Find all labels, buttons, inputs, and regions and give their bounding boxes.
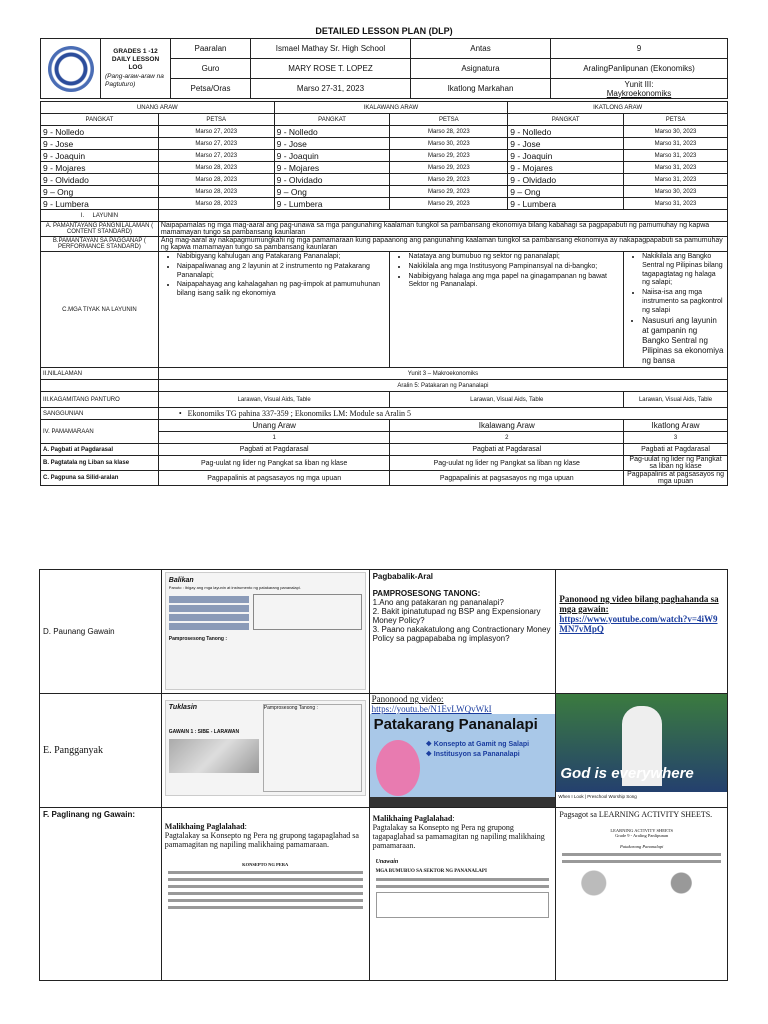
- petsa-header: PETSA: [624, 114, 728, 126]
- section-name: 9 - Lumbera: [41, 198, 159, 210]
- schedule-row: [41, 138, 728, 150]
- procedure-value: Pagbati at Pagdarasal: [158, 444, 390, 456]
- section-date: Marso 31, 2023: [624, 138, 728, 150]
- patakaran-video-cell: Panonood ng video: https://youtu.be/N1EvLWQvWkI Patakarang Pananalapi ❖ Konsepto at Gamit ng Salapi ❖ Institusyon sa Pananalapi: [369, 694, 556, 808]
- section-name: 9 - Mojares: [41, 162, 159, 174]
- guro-label: Guro: [171, 59, 251, 79]
- objective-item: • Nakikilala ang Bangko Sentral ng Pilipinas bilang tagapagtatag ng halaga ng salapi;: [642, 253, 725, 288]
- deped-seal-icon: [41, 39, 101, 99]
- yunit-text: Yunit 3 – Makroekonomiks: [158, 368, 727, 380]
- section-date: Marso 27, 2023: [158, 138, 274, 150]
- youtube-link-1[interactable]: https://www.youtube.com/watch?v=4iW9MN7vMpQ: [559, 614, 718, 634]
- worship-video-cell: God is everywhere When I Look | Preschool Worship Song: [556, 694, 728, 808]
- sanggunian-text: • Ekonomiks TG pahina 337-359 ; Ekonomiks LM: Module sa Aralin 5: [158, 408, 727, 420]
- section-name: 9 - Olvidado: [508, 174, 624, 186]
- objective-item: • Nabibigyang kahulugan ang Patakarang Pananalapi;: [177, 253, 388, 262]
- section-date: Marso 30, 2023: [624, 126, 728, 138]
- paglinang-label: F. Paglinang ng Gawain:: [40, 808, 162, 981]
- balik-aral-cell: Pagbabalik-Aral PAMPROSESONG TANONG: 1.Ano ang patakaran ng pananalapi? 2. Bakit ipinatutupad ng BSP ang Expensionary Money Policy? 3. Paano nakakatulong ang Contractionary Money Policy sa pagpapababa ng implasyon?: [369, 570, 556, 694]
- header-table: [40, 38, 728, 99]
- objectives-day1: [158, 252, 390, 368]
- section-name: 9 - Joaquin: [274, 150, 390, 162]
- performance-standard-label: B.PAMANTAYAN SA PAGGANAP ( PERFORMANCE STANDARD): [41, 237, 159, 252]
- section-date: Marso 28, 2023: [158, 198, 274, 210]
- section-name: 9 - Jose: [508, 138, 624, 150]
- day-number: 1: [158, 432, 390, 444]
- procedure-value: Pag-uulat ng lider ng Pangkat sa liban ng klase: [390, 456, 624, 471]
- yunit: Yunit III: Maykroekonomiks: [551, 79, 728, 99]
- section-name: 9 - Lumbera: [508, 198, 624, 210]
- section-name: 9 - Jose: [274, 138, 390, 150]
- day2-header: IKALAWANG ARAW: [274, 102, 508, 114]
- section-name: 9 - Jose: [41, 138, 159, 150]
- section-date: Marso 30, 2023: [624, 186, 728, 198]
- asignatura-value: AralingPanlipunan (Ekonomiks): [551, 59, 728, 79]
- grade-cell: GRADES 1 -12 DAILY LESSON LOG (Pang-araw-araw na Pagtuturo): [101, 39, 171, 99]
- schedule-row: [41, 150, 728, 162]
- section-date: Marso 29, 2023: [390, 198, 508, 210]
- procedure-value: Pagbati at Pagdarasal: [624, 444, 728, 456]
- pangkat-header: PANGKAT: [508, 114, 624, 126]
- section-date: Marso 29, 2023: [390, 186, 508, 198]
- procedure-row: [41, 444, 728, 456]
- activities-table: [39, 569, 728, 981]
- paaralan-label: Paaralan: [171, 39, 251, 59]
- nilalaman-label: II.NILALAMAN: [41, 368, 159, 380]
- lesson-table: [40, 101, 728, 486]
- pangkat-header: PANGKAT: [274, 114, 390, 126]
- section-name: 9 - Nolledo: [41, 126, 159, 138]
- schedule-row: [41, 186, 728, 198]
- worship-video-thumbnail[interactable]: God is everywhere: [556, 694, 727, 792]
- procedure-label: B. Pagtatala ng Liban sa klase: [41, 456, 159, 471]
- section-date: Marso 28, 2023: [390, 126, 508, 138]
- kagamitan-day1: Larawan, Visual Aids, Table: [158, 392, 390, 408]
- section-date: Marso 29, 2023: [390, 150, 508, 162]
- las-cell: Pagsagot sa LEARNING ACTIVITY SHEETS. LEARNING ACTIVITY SHEETS Grade 9 - Araling Panlipunan Patakarang Pananalapi: [556, 808, 728, 981]
- section-name: 9 - Nolledo: [508, 126, 624, 138]
- section-date: Marso 31, 2023: [624, 174, 728, 186]
- procedure-value: Pagpapalinis at pagsasayos ng mga upuan: [390, 471, 624, 486]
- procedure-value: Pagbati at Pagdarasal: [390, 444, 624, 456]
- petsa-value: Marso 27-31, 2023: [251, 79, 411, 99]
- antas-label: Antas: [411, 39, 551, 59]
- section-name: 9 - Lumbera: [274, 198, 390, 210]
- section-date: Marso 28, 2023: [158, 186, 274, 198]
- markahan: Ikatlong Markahan: [411, 79, 551, 99]
- kagamitan-label: III.KAGAMITANG PANTURO: [41, 392, 159, 408]
- procedure-row: [41, 471, 728, 486]
- page-title: DETAILED LESSON PLAN (DLP): [315, 26, 453, 36]
- section-date: Marso 31, 2023: [624, 162, 728, 174]
- pangkat-header: PANGKAT: [41, 114, 159, 126]
- section-date: Marso 28, 2023: [158, 162, 274, 174]
- objective-item: • Nakikilala ang mga Institusyong Pampinansyal na di-bangko;: [408, 263, 621, 272]
- section-name: 9 – Ong: [274, 186, 390, 198]
- section-date: Marso 28, 2023: [158, 174, 274, 186]
- section-name: 9 - Joaquin: [508, 150, 624, 162]
- section-date: Marso 27, 2023: [158, 126, 274, 138]
- performance-standard-text: Ang mag-aaral ay nakapagmumungkahi ng mga pamamaraan kung papaanong ang pangunahing kaalaman tungkol sa pambansang ekonomiya ay nakapagpapabuti sa pamumuhay ng kapwa mamamayan tungo sa pambansang kaunlaran: [158, 237, 727, 252]
- day1-header: UNANG ARAW: [41, 102, 275, 114]
- procedure-value: Pagpapalinis at pagsasayos ng mga upuan: [624, 471, 728, 486]
- objective-item: • Naiisa-isa ang mga instrumento sa pagkontrol ng salapi: [642, 289, 725, 315]
- procedure-value: Pag-uulat ng lider ng Pangkat sa liban ng klase: [158, 456, 390, 471]
- procedure-row: [41, 456, 728, 471]
- objectives-day3: • Nakikilala ang Bangko Sentral ng Pilipinas bilang tagapagtatag ng halaga ng salapi; • Naiisa-isa ang mga instrumento sa pagkontrol ng salapi • Nasusuri ang layunin at gampanin ng Bangko Sentral ng Pilipinas sa ekonomiya ng bansa: [624, 252, 728, 368]
- malikhaing-cell-1: Malikhaing Paglalahad: Pagtalakay sa Konsepto ng Pera ng grupong tagapaglahad sa pamamagitan ng napiling malikhaing pamamaraan. KONSEPTO NG PERA: [161, 808, 369, 981]
- day-number: 3: [624, 432, 728, 444]
- section-date: Marso 31, 2023: [624, 150, 728, 162]
- kagamitan-day3: Larawan, Visual Aids, Table: [624, 392, 728, 408]
- sanggunian-label: SANGGUNIAN: [41, 408, 159, 420]
- malikhaing-cell-2: Malikhaing Paglalahad: Pagtalakay sa Konsepto ng Pera ng grupong tagapaglahad sa pamamagitan ng napiling malikhaing pamamaraan. Unawain MGA BUMUBUO SA SEKTOR NG PANANALAPI: [369, 808, 556, 981]
- layunin-heading: I. LAYUNIN: [41, 210, 159, 222]
- section-name: 9 - Olvidado: [274, 174, 390, 186]
- pamamaraan-day1: Unang Araw: [158, 420, 390, 432]
- content-standard-text: Naipapamalas ng mga mag-aaral ang pag-unawa sa mga pangunahing kaalaman tungkol sa pambansang ekonomiya bilang kabahagi sa pagpapabuti ng pamumuhay ng kapwa mamamayan tungo sa pambansang kaunlaran: [158, 222, 727, 237]
- petsa-label: Petsa/Oras: [171, 79, 251, 99]
- youtube-link-2[interactable]: https://youtu.be/N1EvLWQvWkI: [371, 704, 492, 714]
- objectives-label: C.MGA TIYAK NA LAYUNIN: [41, 252, 159, 368]
- petsa-header: PETSA: [158, 114, 274, 126]
- section-name: 9 – Ong: [41, 186, 159, 198]
- content-standard-label: A. PAMANTAYANG PANGNILALAMAN ( CONTENT STANDARD): [41, 222, 159, 237]
- procedure-value: Pagpapalinis at pagsasayos ng mga upuan: [158, 471, 390, 486]
- schedule-row: [41, 162, 728, 174]
- tuklasin-image: Tuklasin GAWAIN 1 : SIBE - LARAWAN Pamprosesong Tanong :: [161, 694, 369, 808]
- guro-value: MARY ROSE T. LOPEZ: [251, 59, 411, 79]
- section-name: 9 - Olvidado: [41, 174, 159, 186]
- video-thumbnail[interactable]: Patakarang Pananalapi ❖ Konsepto at Gamit ng Salapi ❖ Institusyon sa Pananalapi: [370, 714, 556, 807]
- procedure-value: Pag-uulat ng lider ng Pangkat sa liban ng klase: [624, 456, 728, 471]
- kagamitan-day2: Larawan, Visual Aids, Table: [390, 392, 624, 408]
- pamamaraan-label: IV. PAMAMARAAN: [41, 420, 159, 444]
- paunang-gawain-label: D. Paunang Gawain: [40, 570, 162, 694]
- section-name: 9 - Mojares: [274, 162, 390, 174]
- pangganyak-label: E. Pangganyak: [40, 694, 162, 808]
- schedule-row: [41, 126, 728, 138]
- day-number: 2: [390, 432, 624, 444]
- petsa-header: PETSA: [390, 114, 508, 126]
- aralin-text: Aralin 5: Patakaran ng Pananalapi: [158, 380, 727, 392]
- section-date: Marso 30, 2023: [390, 138, 508, 150]
- objective-item: • Nabibigyang halaga ang mga papel na ginagampanan ng bawat Sektor ng Pananalapi.: [408, 273, 621, 291]
- section-date: Marso 29, 2023: [390, 174, 508, 186]
- section-date: Marso 27, 2023: [158, 150, 274, 162]
- procedure-label: C. Pagpuna sa Silid-aralan: [41, 471, 159, 486]
- video-prep-cell: Panonood ng video bilang paghahanda sa mga gawain: https://www.youtube.com/watch?v=4iW9MN7vMpQ: [556, 570, 728, 694]
- objectives-day2: [390, 252, 624, 368]
- objective-item: • Naipapaliwanag ang 2 layunin at 2 instrumento ng Patakarang Pananalapi;: [177, 263, 388, 281]
- procedure-label: A. Pagbati at Pagdarasal: [41, 444, 159, 456]
- balikan-image: Balikan Panuto : Ibigay ang mga layunin at instrumento ng patakarang pananalapi. Pamprosesong Tanong :: [161, 570, 369, 694]
- section-date: Marso 29, 2023: [390, 162, 508, 174]
- objective-item: • Naipapahayag ang kahalagahan ng pag-iimpok at pamumuhunan bilang isang salik ng ekonomiya: [177, 281, 388, 299]
- schedule-row: [41, 174, 728, 186]
- section-date: Marso 31, 2023: [624, 198, 728, 210]
- pamamaraan-day3: Ikatlong Araw: [624, 420, 728, 432]
- pamamaraan-day2: Ikalawang Araw: [390, 420, 624, 432]
- asignatura-label: Asignatura: [411, 59, 551, 79]
- section-name: 9 - Mojares: [508, 162, 624, 174]
- section-name: 9 - Joaquin: [41, 150, 159, 162]
- schedule-row: [41, 198, 728, 210]
- day3-header: IKATLONG ARAW: [508, 102, 728, 114]
- section-name: 9 – Ong: [508, 186, 624, 198]
- objective-item: • Natataya ang bumubuo ng sektor ng pananalapi;: [408, 253, 621, 262]
- antas-value: 9: [551, 39, 728, 59]
- section-name: 9 - Nolledo: [274, 126, 390, 138]
- paaralan-value: Ismael Mathay Sr. High School: [251, 39, 411, 59]
